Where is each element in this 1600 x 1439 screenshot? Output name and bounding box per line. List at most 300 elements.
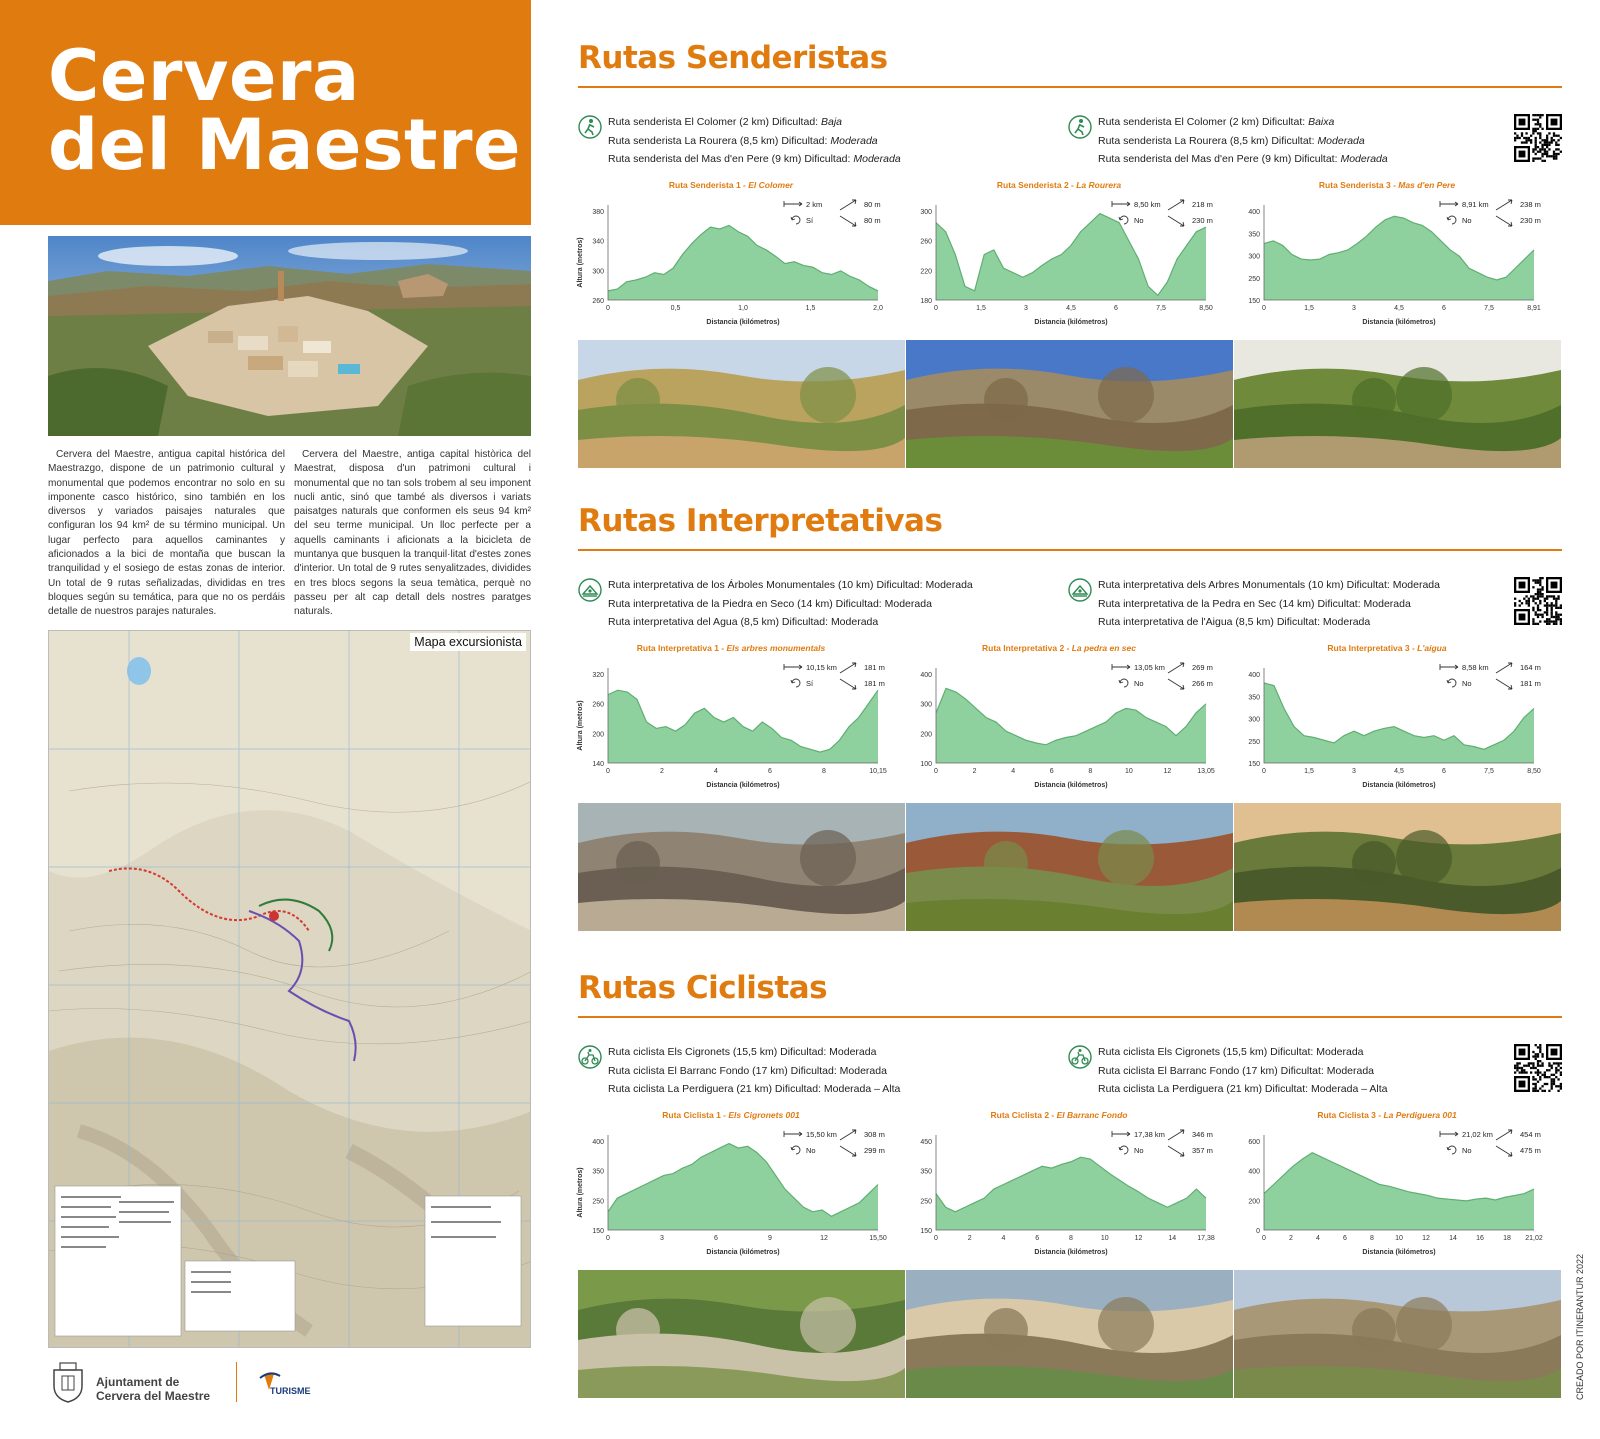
ascent-icon [1496,1130,1512,1140]
y-tick-label: 350 [592,1168,604,1176]
y-tick-label: 350 [920,1168,932,1176]
x-tick-label: 4 [1011,768,1016,775]
y-axis-label: Altura (metros) [577,700,584,751]
elevation-profile-chart [1234,1110,1543,1258]
descent-icon [1168,679,1184,689]
route-list-es [608,1043,900,1099]
descent-icon [840,679,856,689]
x-tick-label: 3 [660,1235,664,1242]
route-list-va [1098,576,1440,632]
x-tick-label: 10 [1100,1235,1109,1242]
distance-icon [1440,1131,1458,1137]
route-description: Ruta interpretativa de la Pedra en Sec (14 km) Dificultat: Moderada [1098,597,1411,610]
photo-stone-well [1234,1270,1561,1398]
route-descent: 181 m [864,679,885,688]
x-tick-label: 3 [1024,305,1028,312]
elevation-profile-chart [1234,643,1540,791]
x-tick-label: 0 [606,1235,610,1242]
chart-title-name: La Perdiguera 001 [1383,1110,1457,1120]
elevation-area [1264,216,1534,300]
elevation-area [1264,683,1534,763]
y-tick-label: 350 [1248,231,1260,239]
x-tick-label: 1,5 [805,305,816,312]
elevation-profile-svg [577,1110,887,1258]
x-tick-label: 6 [1442,305,1446,312]
circular-icon [1119,1146,1128,1154]
photo-cyclists-road [578,1270,905,1398]
route-description: Ruta ciclista El Barranc Fondo (17 km) Dificultat: Moderada [1098,1064,1375,1077]
elevation-profile-chart [577,643,887,791]
chart-title-prefix: Ruta Interpretativa 3 - [1327,643,1418,653]
circular-icon [1447,679,1456,687]
y-tick-label: 200 [592,731,604,739]
chart-title-prefix: Ruta Ciclista 3 - [1317,1110,1384,1120]
elevation-area [936,688,1206,763]
y-axis-label: Altura (metros) [577,237,584,288]
qr-code-icon[interactable] [1514,114,1562,162]
x-tick-label: 21,02 [1525,1235,1543,1242]
x-tick-label: 14 [1449,1235,1457,1242]
x-tick-label: 4,5 [1394,305,1404,312]
x-tick-label: 0 [934,768,938,775]
y-tick-label: 300 [920,209,932,216]
chart-title-prefix: Ruta Senderista 2 - [996,180,1077,190]
x-tick-label: 4,5 [1066,305,1076,312]
y-tick-label: 380 [592,209,604,216]
elevation-profile-svg [1234,180,1540,328]
distance-icon [784,1131,802,1137]
chart-title-name: El Barranc Fondo [1056,1110,1128,1120]
credit-text: CREADO POR ITINERANTUR 2022 [1575,1253,1585,1400]
footer-logos [48,1358,531,1408]
elevation-profile-svg [906,1110,1215,1258]
route-ascent: 80 m [864,200,881,209]
x-tick-label: 3 [1352,768,1356,775]
x-tick-label: 9 [768,1235,772,1242]
route-difficulty: Moderada [830,134,878,147]
circular-icon [1119,216,1128,224]
route-description: Ruta ciclista La Perdiguera (21 km) Dificultat: Moderada – Alta [1098,1083,1388,1095]
route-list-va [1098,1043,1387,1099]
logo-divider [236,1362,237,1402]
x-axis-label: Distancia (kilómetros) [1034,782,1108,789]
descent-icon [1496,1146,1512,1156]
ajuntament-line-1: Ajuntament de [96,1375,180,1389]
section-divider [578,1016,1562,1018]
x-tick-label: 0 [934,305,938,312]
interpretive-icon [578,578,602,602]
cyclist-icon [578,1045,602,1069]
route-description: Ruta ciclista Els Cigronets (15,5 km) Dificultad: Moderada [608,1046,877,1058]
route-description: Ruta senderista La Rourera (8,5 km) Dificultat: [1098,134,1318,147]
y-tick-label: 260 [592,298,604,305]
photo-trail-view [578,340,905,468]
y-tick-label: 400 [592,1139,604,1146]
title-banner [0,0,531,225]
section-title: Rutas Interpretativas [578,503,943,539]
route-difficulty: Moderada [853,153,901,165]
route-distance: 10,15 km [806,663,837,672]
route-ascent: 238 m [1520,200,1541,209]
route-description: Ruta senderista del Mas d'en Pere (9 km) Dificultad: [608,153,854,165]
section-ciclistas [578,970,1562,1360]
route-item[interactable] [1098,1080,1387,1099]
cyclist-icon [1068,1045,1092,1069]
x-tick-label: 12 [1422,1235,1430,1242]
route-ascent: 454 m [1520,1130,1541,1139]
route-description: Ruta ciclista La Perdiguera (21 km) Dificultad: Moderada – Alta [608,1083,901,1095]
route-item[interactable] [1098,613,1440,632]
y-tick-label: 250 [1248,738,1260,746]
route-descent: 230 m [1192,216,1213,225]
elevation-profile-svg [577,643,887,791]
distance-icon [1440,664,1458,670]
route-list-es [608,113,901,169]
circular-icon [1447,216,1456,224]
route-circular: No [1134,1146,1144,1155]
x-tick-label: 6 [1114,305,1118,312]
y-tick-label: 400 [1248,209,1260,216]
elevation-profile-svg [906,643,1215,791]
x-tick-label: 0 [606,305,610,312]
route-distance: 17,38 km [1134,1130,1165,1139]
ajuntament-line-2: Cervera del Maestre [96,1389,211,1403]
route-descent: 299 m [864,1146,885,1155]
title-line-2: del Maestre [48,104,521,186]
route-item[interactable] [1098,1043,1387,1062]
route-description: Ruta interpretativa dels Arbres Monumentals (10 km) Dificultat: Moderada [1098,579,1440,591]
x-axis-label: Distancia (kilómetros) [706,1249,780,1256]
circular-icon [1119,679,1128,687]
x-tick-label: 10,15 [869,768,887,775]
route-ascent: 218 m [1192,200,1213,209]
route-ascent: 181 m [864,663,885,672]
route-description: Ruta interpretativa de los Árboles Monumentales (10 km) Dificultad: Moderada [608,579,973,591]
route-description: Ruta senderista El Colomer (2 km) Dificultad: [608,116,821,128]
distance-icon [1112,664,1130,670]
route-item[interactable] [1098,150,1388,169]
route-description: Ruta interpretativa del Agua (8,5 km) Dificultad: Moderada [608,616,879,628]
y-tick-label: 300 [592,268,604,276]
route-item[interactable] [608,576,973,595]
ascent-icon [1496,663,1512,673]
descent-icon [840,216,856,226]
x-tick-label: 3 [1352,305,1356,312]
route-item[interactable] [1098,576,1440,595]
route-distance: 15,50 km [806,1130,837,1139]
x-tick-label: 2 [972,768,977,775]
x-tick-label: 7,5 [1156,305,1166,312]
x-tick-label: 12 [1134,1235,1143,1242]
route-item[interactable] [608,150,901,169]
descent-icon [1168,1146,1184,1156]
route-distance: 21,02 km [1462,1130,1493,1139]
qr-code-icon[interactable] [1514,1044,1562,1092]
x-tick-label: 8 [1069,1235,1073,1242]
title-line-1: Cervera [48,35,360,117]
hiker-icon [1068,115,1092,139]
y-tick-label: 600 [1248,1139,1260,1146]
x-tick-label: 2,0 [873,305,883,312]
x-tick-label: 1,5 [1304,305,1314,312]
hiker-icon [578,115,602,139]
y-tick-label: 400 [1248,672,1260,679]
route-descent: 475 m [1520,1146,1541,1155]
y-tick-label: 250 [1248,275,1260,283]
x-tick-label: 6 [1035,1235,1040,1242]
x-tick-label: 18 [1503,1235,1511,1242]
y-tick-label: 250 [592,1198,604,1206]
ascent-icon [840,1130,856,1140]
chart-title-prefix: Ruta Ciclista 1 - [662,1110,729,1120]
route-item[interactable] [608,613,973,632]
route-circular: No [1134,679,1144,688]
elevation-profile-chart [906,1110,1215,1258]
route-circular: No [806,1146,816,1155]
elevation-profile-svg [578,180,884,328]
distance-icon [1112,201,1130,207]
x-tick-label: 7,5 [1484,768,1494,775]
chart-title-name: Els arbres monumentals [726,643,826,653]
route-descent: 80 m [864,216,881,225]
x-tick-label: 6 [714,1235,718,1242]
y-tick-label: 100 [920,761,932,768]
x-tick-label: 1,0 [738,305,748,312]
y-tick-label: 150 [1248,298,1260,305]
section-interpretativas [578,503,1562,893]
elevation-profile-chart [577,1110,887,1258]
elevation-profile-chart [906,643,1215,791]
x-tick-label: 8 [1370,1235,1374,1242]
distance-icon [1440,201,1458,207]
elevation-area [936,1157,1206,1230]
route-item[interactable] [1098,132,1388,151]
chart-title-name: El Colomer [748,180,794,190]
distance-icon [1112,1131,1130,1137]
chart-title-name: Els Cigronets 001 [728,1110,800,1120]
photo-oak-forest [1234,340,1561,468]
chart-title-prefix: Ruta Interpretativa 1 - [636,643,727,653]
qr-code-icon[interactable] [1514,577,1562,625]
elevation-profile-svg [1234,1110,1543,1258]
circular-icon [1447,1146,1456,1154]
y-tick-label: 300 [1248,716,1260,724]
x-tick-label: 0 [1262,1235,1266,1242]
chart-title-prefix: Ruta Senderista 3 - [1318,180,1399,190]
photo-ancient-olive-tree [1234,803,1561,931]
route-circular: No [1462,216,1472,225]
route-descent: 266 m [1192,679,1213,688]
descent-icon [1168,216,1184,226]
distance-icon [784,664,802,670]
elevation-profile-chart [1234,180,1540,328]
section-title: Rutas Senderistas [578,40,888,76]
route-item[interactable] [608,595,973,614]
x-axis-label: Distancia (kilómetros) [1362,1249,1436,1256]
route-item[interactable] [608,1043,900,1062]
ascent-icon [1168,200,1184,210]
route-distance: 8,58 km [1462,663,1489,672]
x-tick-label: 13,05 [1197,768,1215,775]
x-tick-label: 10 [1395,1235,1403,1242]
section-divider [578,549,1562,551]
chart-title-name: Mas d'en Pere [1398,180,1456,190]
y-tick-label: 250 [920,1198,932,1206]
chart-title-prefix: Ruta Interpretativa 2 - [981,643,1072,653]
chart-title-prefix: Ruta Senderista 1 - [668,180,749,190]
x-tick-label: 12 [820,1235,828,1242]
ajuntament-name [96,1375,210,1403]
chart-title-name: La pedra en sec [1071,643,1136,653]
distance-icon [784,201,802,207]
elevation-profile-svg [906,180,1212,328]
x-tick-label: 8,91 [1527,305,1541,312]
x-tick-label: 1,5 [976,305,986,312]
x-tick-label: 4,5 [1394,768,1404,775]
circular-icon [791,216,800,224]
ascent-icon [840,663,856,673]
route-list-es [608,576,973,632]
photo-dry-stone-hut [578,803,905,931]
x-axis-label: Distancia (kilómetros) [1362,319,1436,326]
section-divider [578,86,1562,88]
route-item[interactable] [608,113,901,132]
town-crest-icon [48,1360,88,1404]
route-circular: Sí [806,216,814,225]
y-tick-label: 340 [592,238,604,246]
circular-icon [791,1146,800,1154]
y-tick-label: 350 [1248,694,1260,702]
route-description: Ruta ciclista Els Cigronets (15,5 km) Dificultat: Moderada [1098,1046,1364,1058]
route-circular: Sí [806,679,814,688]
route-descent: 230 m [1520,216,1541,225]
route-item[interactable] [608,1062,900,1081]
x-tick-label: 10 [1124,768,1133,775]
route-item[interactable] [608,1080,900,1099]
route-circular: No [1462,679,1472,688]
descent-icon [1496,679,1512,689]
hiking-map[interactable] [48,630,531,1348]
route-circular: No [1462,1146,1472,1155]
y-tick-label: 220 [920,268,932,276]
x-tick-label: 8,50 [1199,305,1213,312]
x-tick-label: 2 [660,768,664,775]
route-item[interactable] [1098,595,1440,614]
y-tick-label: 150 [1248,761,1260,768]
y-tick-label: 0 [1256,1228,1260,1235]
x-tick-label: 0 [1262,305,1266,312]
descent-icon [840,1146,856,1156]
y-axis-label: Altura (metros) [577,1167,584,1218]
elevation-profile-svg [1234,643,1540,791]
route-ascent: 164 m [1520,663,1541,672]
x-tick-label: 8 [822,768,826,775]
y-tick-label: 450 [920,1139,932,1146]
chart-title-prefix: Ruta Ciclista 2 - [990,1110,1057,1120]
x-axis-label: Distancia (kilómetros) [1362,782,1436,789]
intro-text-va: Cervera del Maestre, antiga capital històrica del Maestrat, disposa d'un patrimoni cultural i monumental que no tan sols trobem al seu imponent nucli antic, sinó que també als diversos i variats paisatges naturals que conformen els seus 94 km² del seu terme municipal. Un lloc perfecte per a aquells caminants i aficionats a la bicicleta de muntanya que busquen la tranquil·litat d'estes zones d'interior. Un total de 9 rutes senyalitzades, dividides en tres blocs segons la seua temàtica, perquè no passeu per alt cap detall dels nostres paratges naturals. [294,449,531,618]
y-tick-label: 200 [920,731,932,739]
route-description: Ruta senderista El Colomer (2 km) Dificultat: [1098,116,1309,128]
route-distance: 8,50 km [1134,200,1161,209]
ascent-icon [1168,663,1184,673]
route-item[interactable] [1098,1062,1387,1081]
elevation-profile-chart [906,180,1212,328]
y-tick-label: 400 [1248,1168,1260,1176]
x-tick-label: 2 [967,1235,972,1242]
route-item[interactable] [1098,113,1388,132]
route-distance: 2 km [806,200,823,209]
route-item[interactable] [608,132,901,151]
y-tick-label: 200 [1248,1198,1260,1206]
route-distance: 8,91 km [1462,200,1489,209]
route-ascent: 269 m [1192,663,1213,672]
x-tick-label: 0 [606,768,610,775]
x-axis-label: Distancia (kilómetros) [706,782,780,789]
x-tick-label: 12 [1163,768,1172,775]
x-tick-label: 2 [1289,1235,1293,1242]
y-tick-label: 400 [920,672,932,679]
x-axis-label: Distancia (kilómetros) [1034,319,1108,326]
route-difficulty: Baixa [1308,116,1335,128]
x-tick-label: 7,5 [1484,305,1494,312]
x-axis-label: Distancia (kilómetros) [1034,1249,1108,1256]
elevation-profile-chart [578,180,884,328]
route-distance: 13,05 km [1134,663,1165,672]
elevation-area [608,225,878,300]
route-difficulty: Moderada [1340,153,1388,165]
turisme-label: TURISME [270,1386,311,1396]
route-description: Ruta ciclista El Barranc Fondo (17 km) Dificultad: Moderada [608,1064,887,1077]
itinerantur-credit [1573,1250,1589,1400]
route-description: Ruta senderista La Rourera (8,5 km) Dificultad: [608,134,831,147]
photo-castle-village [906,340,1233,468]
x-tick-label: 8,50 [1527,768,1541,775]
route-list-va [1098,113,1388,169]
elevation-area [936,214,1206,301]
descent-icon [1496,216,1512,226]
y-tick-label: 140 [592,761,604,768]
route-descent: 357 m [1192,1146,1213,1155]
elevation-area [608,1144,878,1231]
y-tick-label: 260 [592,701,604,709]
route-description: Ruta interpretativa de la Piedra en Seco (14 km) Dificultad: Moderada [608,597,932,610]
y-tick-label: 150 [920,1228,932,1235]
x-tick-label: 17,38 [1197,1235,1215,1242]
x-tick-label: 1,5 [1304,768,1314,775]
x-tick-label: 6 [768,768,772,775]
section-title: Rutas Ciclistas [578,970,828,1006]
route-circular: No [1134,216,1144,225]
x-tick-label: 0 [1262,768,1266,775]
map-label: Mapa excursionista [410,633,526,651]
elevation-area [1264,1153,1534,1230]
y-tick-label: 320 [592,672,604,679]
route-difficulty: Baja [821,116,843,128]
intro-text-es: Cervera del Maestre, antigua capital histórica del Maestrazgo, dispone de un patrimonio cultural y monumental que podemos encontrar no solo en su imponente casco histórico, sino también en los diversos y variados paisajes naturales que configuran los 94 km² de su término municipal. Un lugar perfecto para aquellos caminantes y aficionados a la bici de montaña que buscan la tranquilidad y el sosiego de estas zonas de interior. Un total de 9 rutas señalizadas, divididas en tres bloques según su temática, para que no os perdáis detalle de nuestros parajes naturales. [48,449,285,618]
ascent-icon [1496,200,1512,210]
route-description: Ruta interpretativa de l'Aigua (8,5 km) Dificultat: Moderada [1098,616,1371,628]
chart-title-name: La Rourera [1076,180,1122,190]
route-descent: 181 m [1520,679,1541,688]
y-tick-label: 260 [920,238,932,246]
chart-title-name: L'aigua [1417,643,1447,653]
x-tick-label: 4 [1001,1235,1006,1242]
x-tick-label: 8 [1088,768,1093,775]
circular-icon [791,679,800,687]
x-tick-label: 14 [1168,1235,1177,1242]
x-tick-label: 0,5 [670,305,681,312]
